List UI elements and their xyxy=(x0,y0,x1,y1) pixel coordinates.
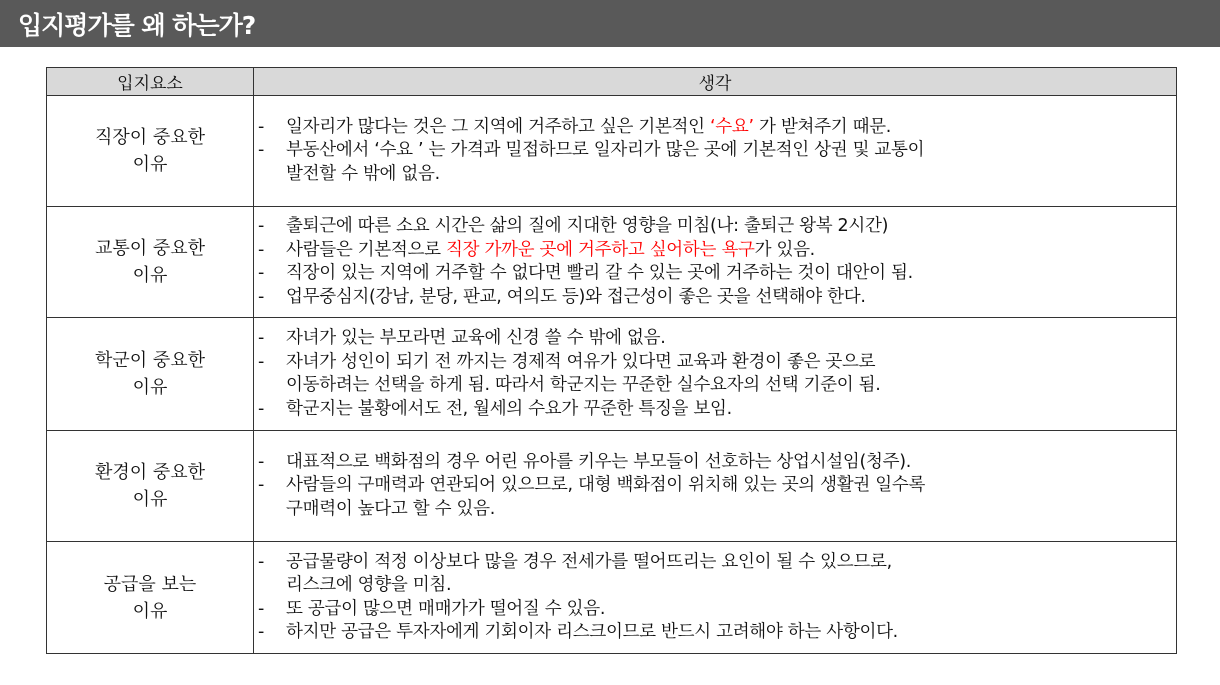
bullet-text xyxy=(286,598,1176,622)
thought-cell xyxy=(254,431,1177,542)
factor-cell xyxy=(47,542,254,654)
bullet-dash: - xyxy=(258,239,265,260)
factor-label: 이유 xyxy=(132,600,168,622)
text-segment: 하지만 공급은 투자자에게 기회이자 리스크이므로 반드시 고려해야 하는 사항이다. xyxy=(286,622,898,642)
bullet-text xyxy=(286,474,1176,498)
text-segment: 이동하려는 선택을 하게 됨. 따라서 학군지는 꾸준한 실수요자의 선택 기준이 됨. xyxy=(286,375,881,395)
header-factor: 입지요소 xyxy=(47,68,254,96)
bullet-text xyxy=(286,239,1176,263)
bullet-line xyxy=(254,139,1176,163)
table-row xyxy=(47,96,1177,207)
bullet-dash: - xyxy=(258,551,265,572)
bullet-line xyxy=(254,451,1176,475)
bullet-dash: - xyxy=(258,598,265,619)
factor-label: 환경이 중요한 xyxy=(94,462,206,483)
bullet-text xyxy=(286,498,1176,522)
page-title: 입지평가를 왜 하는가? xyxy=(18,10,256,40)
bullet-line xyxy=(254,239,1176,263)
text-segment: 사람들은 기본적으로 xyxy=(286,239,446,260)
bullet-text xyxy=(286,116,1176,140)
highlight-text: 직장 가까운 곳에 거주하고 싶어하는 욕구 xyxy=(445,239,755,260)
bullet-text xyxy=(286,451,1176,475)
bullet-text xyxy=(286,163,1176,187)
factor-cell xyxy=(47,96,254,207)
bullet-text xyxy=(286,262,1176,286)
bullet-dash: - xyxy=(258,451,265,472)
bullet-dash: - xyxy=(258,140,265,161)
bullet-line xyxy=(254,286,1176,310)
text-segment: 대표적으로 백화점의 경우 어린 유아를 키우는 부모들이 선호하는 상업시설임(청주). xyxy=(286,451,911,472)
bullet-text xyxy=(286,351,1176,375)
text-segment: 또 공급이 많으면 매매가가 떨어질 수 있음. xyxy=(286,598,606,619)
bullet-line xyxy=(254,163,1176,187)
bullet-line xyxy=(254,327,1176,351)
text-segment: 부동산에서 ‘수요 ’ 는 가격과 밀접하므로 일자리가 많은 곳에 기본적인 상권 및 교통이 xyxy=(286,140,925,161)
bullet-text xyxy=(286,374,1176,398)
bullet-dash: - xyxy=(258,263,265,283)
bullet-dash: - xyxy=(258,216,265,236)
header-thought: 생각 xyxy=(254,68,1177,96)
bullet-dash xyxy=(254,574,286,598)
bullet-dash: - xyxy=(258,351,265,372)
bullet-line xyxy=(254,621,1176,645)
text-segment: 자녀가 있는 부모라면 교육에 신경 쓸 수 밖에 없음. xyxy=(286,328,666,348)
bullet-dash xyxy=(254,374,286,398)
bullet-line xyxy=(254,498,1176,522)
bullet-text xyxy=(286,215,1176,239)
text-segment: 구매력이 높다고 할 수 있음. xyxy=(286,498,495,519)
bullet-text xyxy=(286,574,1176,598)
table-header-row xyxy=(47,68,1177,96)
bullet-line xyxy=(254,474,1176,498)
text-segment: 출퇴근에 따른 소요 시간은 삶의 질에 지대한 영향을 미침(나: 출퇴근 왕복 2시간) xyxy=(286,216,889,236)
table-row xyxy=(47,542,1177,654)
thought-cell xyxy=(254,207,1177,318)
text-segment: 자녀가 성인이 되기 전 까지는 경제적 여유가 있다면 교육과 환경이 좋은 곳으로 xyxy=(286,351,876,372)
table-row xyxy=(47,431,1177,542)
text-segment: 발전할 수 밖에 없음. xyxy=(286,163,440,184)
bullet-dash: - xyxy=(258,286,265,307)
text-segment: 리스크에 영향을 미침. xyxy=(286,575,452,595)
location-evaluation-table xyxy=(46,67,1177,654)
bullet-line xyxy=(254,351,1176,375)
text-segment: 업무중심지(강남, 분당, 판교, 여의도 등)와 접근성이 좋은 곳을 선택해야 한다. xyxy=(286,286,866,307)
bullet-text xyxy=(286,139,1176,163)
bullet-line xyxy=(254,598,1176,622)
factor-cell xyxy=(47,207,254,318)
text-segment: 가 받쳐주기 때문. xyxy=(753,116,892,137)
bullet-line xyxy=(254,215,1176,239)
factor-label: 이유 xyxy=(132,154,168,175)
factor-label: 이유 xyxy=(132,489,168,510)
bullet-dash: - xyxy=(258,116,265,137)
bullet-dash: - xyxy=(258,328,265,348)
bullet-line xyxy=(254,262,1176,286)
factor-cell xyxy=(47,318,254,431)
bullet-line xyxy=(254,398,1176,422)
text-segment: 학군지는 불황에서도 전, 월세의 수요가 꾸준한 특징을 보임. xyxy=(286,398,732,419)
bullet-line xyxy=(254,551,1176,575)
title-bar xyxy=(0,0,1220,47)
factor-label: 이유 xyxy=(132,377,168,398)
bullet-dash: - xyxy=(258,475,265,496)
thought-cell xyxy=(254,542,1177,654)
bullet-text xyxy=(286,286,1176,310)
factor-cell xyxy=(47,431,254,542)
factor-label: 교통이 중요한 xyxy=(94,238,206,259)
text-segment: 일자리가 많다는 것은 그 지역에 거주하고 싶은 기본적인 xyxy=(286,116,711,137)
text-segment: 공급물량이 적정 이상보다 많을 경우 전세가를 떨어뜨리는 요인이 될 수 있으므로, xyxy=(286,551,892,572)
thought-cell xyxy=(254,318,1177,431)
table-row xyxy=(47,318,1177,431)
bullet-dash: - xyxy=(258,398,265,419)
bullet-line xyxy=(254,374,1176,398)
thought-cell xyxy=(254,96,1177,207)
factor-label: 직장이 중요한 xyxy=(94,127,206,148)
table-row xyxy=(47,207,1177,318)
factor-label: 공급을 보는 xyxy=(103,573,197,595)
bullet-line xyxy=(254,116,1176,140)
text-segment: 직장이 있는 지역에 거주할 수 없다면 빨리 갈 수 있는 곳에 거주하는 것이 대안이 됨. xyxy=(286,263,913,283)
text-segment: 사람들의 구매력과 연관되어 있으므로, 대형 백화점이 위치해 있는 곳의 생활권 일수록 xyxy=(286,475,926,496)
bullet-dash xyxy=(254,498,286,522)
highlight-text: ‘수요’ xyxy=(710,116,754,137)
text-segment: 가 있음. xyxy=(754,239,815,260)
bullet-text xyxy=(286,398,1176,422)
factor-label: 이유 xyxy=(132,265,168,286)
bullet-text xyxy=(286,551,1176,575)
bullet-line xyxy=(254,574,1176,598)
bullet-text xyxy=(286,621,1176,645)
factor-label: 학군이 중요한 xyxy=(94,350,206,371)
bullet-text xyxy=(286,327,1176,351)
bullet-dash xyxy=(254,163,286,187)
bullet-dash: - xyxy=(258,622,265,642)
